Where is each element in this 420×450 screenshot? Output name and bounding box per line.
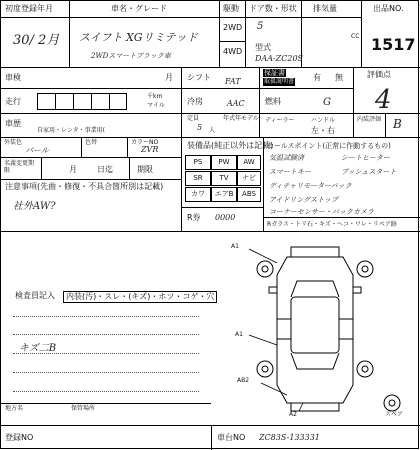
equip-tv: TV xyxy=(211,171,237,186)
rule xyxy=(1,17,361,18)
car-name-label: 車名・グレード xyxy=(111,4,167,13)
fuel-hand: G xyxy=(323,97,331,108)
reg-date-hand: 30/ 2月 xyxy=(13,33,60,48)
sales-line-6: アイドリングストップ xyxy=(269,196,338,204)
car-grade-hand: 2WDスマートブラック車 xyxy=(91,52,171,60)
hoshou-yes: 有 xyxy=(313,73,321,82)
dealer-label: ディーラー xyxy=(265,117,295,124)
aircon-label: 冷房 xyxy=(187,97,203,106)
rule xyxy=(211,425,212,450)
shift-hand: FAT xyxy=(225,77,241,86)
rule xyxy=(385,113,386,137)
r-hand: 0000 xyxy=(215,213,236,222)
mileage-label: 走行 xyxy=(5,97,21,106)
damage-mark-a1-side: A1 xyxy=(235,331,243,338)
rule xyxy=(219,41,245,42)
sales-line-2: シートヒーター xyxy=(341,154,390,162)
deadline-month: 月 xyxy=(69,165,77,174)
color-hand: パール xyxy=(25,146,49,155)
rule xyxy=(245,1,246,67)
fuel-label: 燃料 xyxy=(265,97,281,106)
handle-options: 左・右 xyxy=(311,126,335,135)
inspector-hand: キズ二B xyxy=(19,343,57,354)
sales-line-1: 気温試験済 xyxy=(269,154,304,162)
km-label: 千km xyxy=(147,93,163,100)
color-no-label: カラーNO xyxy=(131,139,159,146)
history-options: 自家用・レンタ・事業用( xyxy=(37,127,105,134)
spare-label: スペア xyxy=(385,411,404,418)
sales-line-3: スマートキー xyxy=(269,168,311,176)
rule xyxy=(181,67,182,137)
equip-aw: AW xyxy=(237,155,261,170)
manual-label: 取扱説明書 xyxy=(264,78,295,85)
rule xyxy=(1,88,353,89)
hoshou-no: 無 xyxy=(335,73,343,82)
lot-number: 1517 xyxy=(371,35,416,54)
rule xyxy=(129,157,130,179)
handle-label: ハンドル xyxy=(311,117,336,124)
rule xyxy=(1,113,353,114)
interior-label: 内装評価 xyxy=(357,116,382,123)
year-model-label: 年式年モデル xyxy=(223,115,259,122)
rule xyxy=(73,93,74,110)
rule xyxy=(263,217,420,218)
reg-no-label: 登録NO xyxy=(5,433,34,442)
damage-mark-a1: A1 xyxy=(231,243,239,250)
rule xyxy=(91,93,92,110)
sales-title: セールスポイント(正常に作動するもの) xyxy=(267,142,391,150)
equip-abs: ABS xyxy=(237,187,261,202)
equip-leather: カワ xyxy=(185,187,211,202)
rule xyxy=(55,93,56,110)
eval-hand: 4 xyxy=(375,85,392,115)
outer-color-label: 外装色 xyxy=(4,139,23,146)
equip-ps: PS xyxy=(185,155,211,170)
inspector-label: 検査員記入 xyxy=(15,291,55,300)
drive-label: 駆動 xyxy=(223,4,239,13)
rule xyxy=(181,137,182,231)
rule xyxy=(219,1,220,67)
aircon-hand: AAC xyxy=(227,99,245,108)
rule xyxy=(353,67,354,137)
door-label: ドア数・形状 xyxy=(249,4,297,13)
repaint-label: 色替 xyxy=(85,139,98,146)
rule xyxy=(1,231,420,232)
deadline-day: 日迄 xyxy=(97,165,113,174)
footer-region-label: 地方名 xyxy=(5,405,24,412)
equip-sr: SR xyxy=(185,171,211,186)
rule xyxy=(361,1,362,67)
sales-line-4: プッシュスタート xyxy=(341,168,397,176)
mileage-box xyxy=(37,93,127,110)
history-label: 車歴 xyxy=(5,119,21,128)
rule xyxy=(1,157,181,158)
rule xyxy=(1,403,211,404)
dotted-line xyxy=(13,316,199,317)
color-no-hand: ZVR xyxy=(141,145,159,154)
rule xyxy=(69,1,70,67)
chassis-hand: ZC83S-133331 xyxy=(259,433,320,442)
dotted-line xyxy=(13,372,199,373)
first-reg-label: 初度登録年月 xyxy=(5,4,53,13)
lot-label: 出品NO. xyxy=(373,4,404,13)
shaken-label: 車検 xyxy=(5,73,21,82)
drive-4wd: 4WD xyxy=(223,47,243,56)
sales-line-5: ディチャリモーターバック xyxy=(269,182,352,190)
rule xyxy=(41,157,42,179)
rule xyxy=(109,93,110,110)
shift-label: シフト xyxy=(187,73,211,82)
equipment-title: 装備品(純正以外は記載) xyxy=(187,141,274,150)
sales-line-7: コーナーセンサー・バックカメラ xyxy=(269,208,374,216)
model-label: 型式 xyxy=(255,43,271,52)
footer-storage-label: 保管場所 xyxy=(71,405,96,412)
car-name-hand: スイフト XGリミテッド xyxy=(79,31,198,44)
chassis-label: 車台NO xyxy=(217,433,246,442)
inspector-options: 内装(汚)・スレ・(キズ)・ホツ・コゲ・穴 xyxy=(63,291,217,303)
rule xyxy=(81,137,82,157)
capacity-unit: 人 xyxy=(209,127,216,134)
rule xyxy=(353,113,420,114)
r-label: R券 xyxy=(187,213,201,222)
notes-hand: 社外AW? xyxy=(13,201,56,212)
deadline-label: 期限 xyxy=(137,165,153,174)
rule xyxy=(127,137,128,157)
rule xyxy=(1,179,181,180)
rule xyxy=(1,137,420,138)
damage-mark-ab2: AB2 xyxy=(237,377,250,384)
dotted-line xyxy=(13,391,199,392)
rule xyxy=(181,207,263,208)
rule xyxy=(259,67,260,137)
displacement-label: 排気量 xyxy=(313,4,337,13)
spare-tire-icon xyxy=(381,393,403,413)
dotted-line xyxy=(13,334,199,335)
interior-hand: B xyxy=(393,117,402,131)
damage-mark-a2: A2 xyxy=(289,411,297,418)
shaken-month: 月 xyxy=(165,73,173,82)
mile-label: マイル xyxy=(147,102,165,109)
notes-label: 注意事項(先曲・修復・不具合箇所別は記載) xyxy=(5,182,164,191)
capacity-hand: 5 xyxy=(197,123,203,132)
equip-pw: PW xyxy=(211,155,237,170)
equip-navi: ナビ xyxy=(237,171,261,186)
eval-label: 評価点 xyxy=(367,70,391,79)
sales-line-8: Rガラス・トリ石・キズ・ヘコ・ワレ・リペア跡 xyxy=(267,221,397,228)
cc-unit: CC xyxy=(351,33,360,40)
drive-2wd: 2WD xyxy=(223,23,243,32)
capacity-label: 定員 xyxy=(187,115,200,122)
model-hand: DAA-ZC20S xyxy=(255,54,304,63)
rule xyxy=(1,67,420,68)
name-change-label: 名義変更期限 xyxy=(4,160,35,174)
equip-airbag: エアB xyxy=(211,187,237,202)
car-diagram xyxy=(235,235,395,415)
hoshou-label: 保証書 xyxy=(264,69,285,77)
door-hand: 5 xyxy=(257,21,264,32)
